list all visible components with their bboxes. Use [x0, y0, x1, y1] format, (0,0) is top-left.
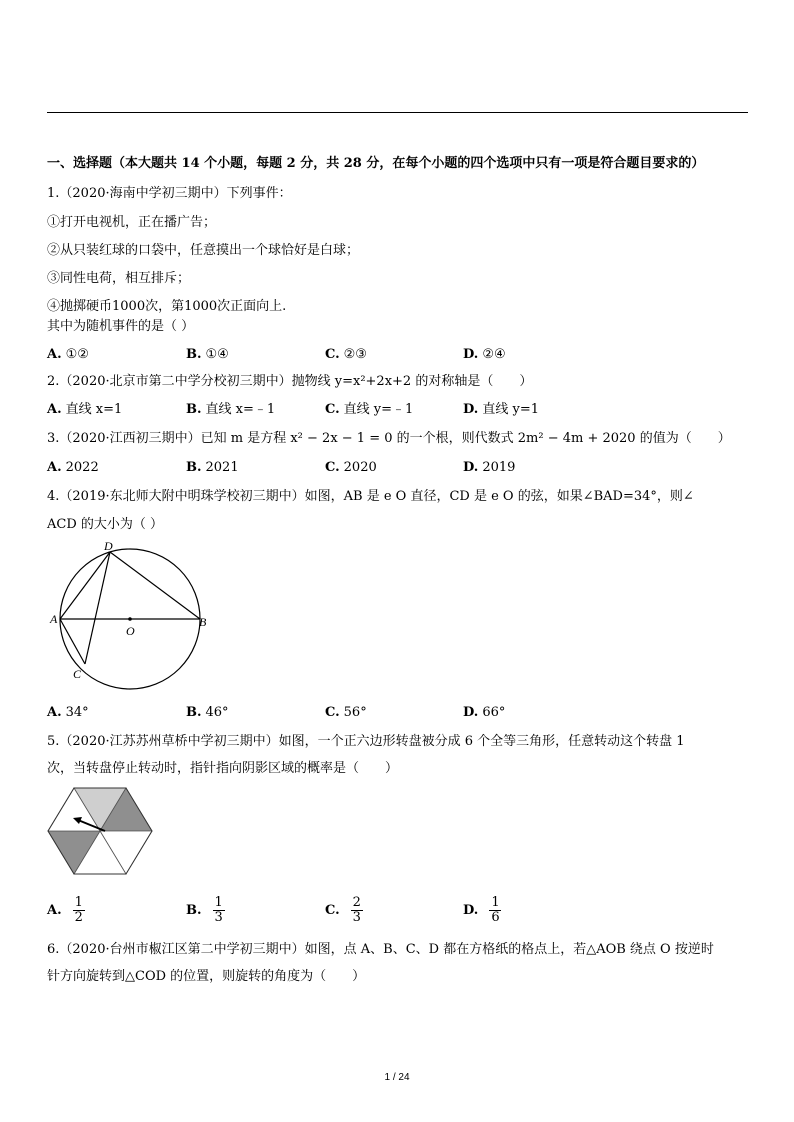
q5-option-d[interactable]: D. $\frac{1}{6}$: [463, 896, 503, 925]
q2-line-1: 2.（2020·北京市第二中学分校初三期中）抛物线 y=x²+2x+2 的对称轴是（ ）: [47, 374, 533, 389]
q2-option-c[interactable]: C. 直线 y=﹣1: [325, 402, 414, 417]
q5-line-2: 次，当转盘停止转动时，指针指向阴影区域的概率是（ ）: [47, 761, 399, 776]
q6-line-1: 6.（2020·台州市椒江区第二中学初三期中）如图，点 A、B、C、D 都在方格纸的格点上，若△AOB 绕点 O 按逆时: [47, 942, 714, 957]
label-d: D: [104, 540, 113, 553]
chord-db: [110, 552, 200, 619]
q1-line-1: 1.（2020·海南中学初三期中）下列事件：: [47, 186, 292, 201]
q1-option-b[interactable]: B. ①④: [186, 347, 229, 362]
q3-option-d[interactable]: D. 2019: [463, 460, 516, 475]
q1-line-3: ②从只装红球的口袋中，任意摸出一个球恰好是白球；: [47, 243, 360, 258]
q1-option-c[interactable]: C. ②③: [325, 347, 367, 362]
fraction: $\frac{1}{2}$: [74, 895, 83, 925]
section-title: 一、选择题（本大题共 14 个小题，每题 2 分，共 28 分，在每个小题的四个选项中只有一项是符合题目要求的）: [47, 156, 705, 171]
q1-option-a[interactable]: A. ①②: [47, 347, 89, 362]
q1-option-d[interactable]: D. ②④: [463, 347, 506, 362]
q2-option-a[interactable]: A. 直线 x=1: [47, 402, 123, 417]
fraction: $\frac{1}{6}$: [491, 895, 500, 925]
q5-option-a[interactable]: A. $\frac{1}{2}$: [47, 896, 86, 925]
header-rule: [47, 112, 748, 113]
q1-line-5: ④抛掷硬币1000次，第1000次正面向上.: [47, 299, 287, 314]
q4-option-a[interactable]: A. 34°: [47, 705, 89, 720]
q4-option-c[interactable]: C. 56°: [325, 705, 367, 720]
q2-option-d[interactable]: D. 直线 y=1: [463, 402, 539, 417]
q3-line-1: 3.（2020·江西初三期中）已知 m 是方程 x² − 2x − 1 = 0 的一个根，则代数式 2m² − 4m + 2020 的值为（ ）: [47, 431, 731, 446]
q4-line-1: 4.（2019·东北师大附中明珠学校初三期中）如图，AB 是 e O 直径，CD 是 e O 的弦，如果∠BAD=34°，则∠: [47, 489, 694, 504]
page-number: 1 / 24: [384, 1072, 410, 1083]
label-a: A: [50, 612, 58, 626]
q5-option-b[interactable]: B. $\frac{1}{3}$: [186, 896, 226, 925]
q3-option-a[interactable]: A. 2022: [47, 460, 99, 475]
label-c: C: [73, 667, 82, 681]
q1-line-4: ③同性电荷，相互排斥；: [47, 271, 191, 286]
q2-option-b[interactable]: B. 直线 x=﹣1: [186, 402, 276, 417]
circle-figure: [47, 540, 217, 690]
q1-line-6: 其中为随机事件的是（ ）: [47, 319, 195, 334]
q4-option-d[interactable]: D. 66°: [463, 705, 506, 720]
q3-option-b[interactable]: B. 2021: [186, 460, 239, 475]
q5-option-c[interactable]: C. $\frac{2}{3}$: [325, 896, 364, 925]
fraction: $\frac{1}{3}$: [214, 895, 223, 925]
label-o: O: [126, 624, 135, 638]
q1-line-2: ①打开电视机，正在播广告；: [47, 215, 217, 230]
q4-option-b[interactable]: B. 46°: [186, 705, 229, 720]
q3-option-c[interactable]: C. 2020: [325, 460, 377, 475]
hexagon-spinner-figure: [47, 786, 157, 878]
q5-line-1: 5.（2020·江苏苏州草桥中学初三期中）如图，一个正六边形转盘被分成 6 个全等三角形，任意转动这个转盘 1: [47, 734, 685, 749]
q4-line-2: ACD 的大小为（ ）: [47, 517, 164, 532]
label-b: B: [199, 615, 207, 629]
q6-line-2: 针方向旋转到△COD 的位置，则旋转的角度为（ ）: [47, 969, 366, 984]
fraction: $\frac{2}{3}$: [352, 895, 361, 925]
center-point: [128, 617, 132, 621]
